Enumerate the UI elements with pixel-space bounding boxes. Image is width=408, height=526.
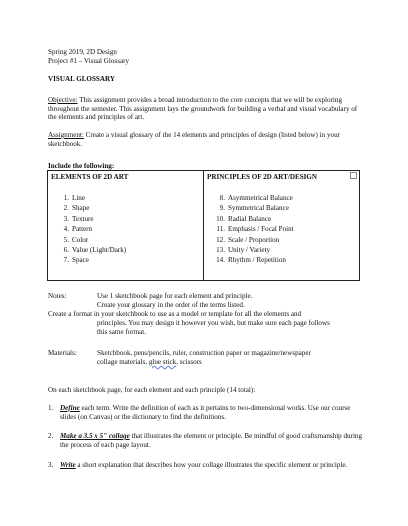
step-lead: Make a 3.5 x 5" collage	[60, 432, 130, 440]
item-number: 9.	[219, 204, 225, 213]
elements-item	[48, 194, 203, 204]
step-text: each term. Write the definition of each as it pertains to two-dimensional works. Use our course slides (on Canvas) or the dictionary to find the definitions.	[60, 404, 351, 421]
item-label: Space	[72, 256, 89, 265]
objective-label: Objective:	[48, 96, 78, 104]
principles-item	[204, 225, 359, 235]
elements-item	[48, 215, 203, 225]
item-label: Value (Light/Dark)	[72, 245, 127, 254]
notes-line-3: Create a format in your sketchbook to use as a model or template for all the elements and	[48, 310, 302, 318]
item-label: Shape	[72, 204, 90, 213]
project-line: Project #1 – Visual Glossary	[48, 57, 130, 65]
item-label: Color	[72, 235, 89, 244]
principles-column	[204, 171, 360, 281]
elements-item	[48, 246, 203, 256]
item-number: 8.	[219, 194, 225, 202]
item-number: 14.	[216, 256, 225, 265]
step-text: that illustrates the element or principle. Be mindful of good craftsmanship during the process of each page layout.	[60, 432, 363, 449]
principles-item	[204, 204, 359, 214]
principles-heading: PRINCIPLES OF 2D ART/DESIGN	[207, 173, 318, 181]
notes-line-5: this same format.	[97, 328, 147, 336]
step-lead: Define	[60, 404, 80, 412]
notes-line-1: Use 1 sketchbook page for each element and principle.	[97, 292, 253, 300]
item-label: Line	[72, 194, 85, 202]
course-line: Spring 2019, 2D Design	[48, 48, 117, 56]
item-number: 5.	[63, 235, 69, 244]
item-label: Radial Balance	[228, 214, 272, 223]
assignment-label: Assignment:	[48, 131, 84, 139]
materials-line-1: Sketchbook, pens/pencils, ruler, construction paper or magazine/newspaper	[97, 349, 311, 357]
terms-table	[47, 170, 360, 281]
principles-item	[204, 236, 359, 246]
item-number: 13.	[216, 245, 225, 254]
principles-item	[204, 215, 359, 225]
item-number: 10.	[216, 214, 225, 223]
step-item	[48, 432, 365, 449]
assignment-text: Create a visual glossary of the 14 elements and principles of design (listed below) in your sketchbook.	[48, 131, 340, 148]
item-number: 11.	[216, 225, 225, 234]
objective-text: This assignment provides a broad introduction to the core concepts that we will be exploring throughout the semester. This assignment lays the groundwork for building a verbal and visual vocabulary of the elements and principles of art.	[48, 96, 358, 122]
assignment-paragraph	[48, 131, 362, 148]
step-item	[48, 461, 365, 470]
notes-line-4: principles. You may design it however you wish, but make sure each page follows	[97, 319, 330, 327]
step-number: 1.	[48, 404, 54, 412]
include-heading: Include the following:	[48, 162, 115, 170]
principles-item	[204, 194, 359, 204]
elements-item	[48, 225, 203, 235]
item-number: 1.	[63, 194, 69, 202]
elements-item	[48, 236, 203, 246]
elements-list	[48, 194, 203, 267]
item-label: Scale / Proportion	[228, 235, 280, 244]
principles-item	[204, 246, 359, 256]
item-number: 12.	[216, 235, 225, 244]
item-number: 4.	[63, 225, 69, 234]
principles-list	[204, 194, 359, 267]
notes-line-2: Create your glossary in the order of the terms listed.	[97, 301, 245, 309]
item-label: Emphasis / Focal Point	[228, 225, 294, 234]
principles-item	[204, 256, 359, 266]
item-number: 2.	[63, 204, 69, 213]
notes-label: Notes:	[48, 292, 67, 300]
instructions-intro: On each sketchbook page, for each element and each principle (14 total):	[48, 386, 256, 394]
materials-line-2-start: collage materials,	[97, 358, 149, 366]
item-label: Pattern	[72, 225, 93, 234]
materials-label: Materials:	[48, 349, 77, 357]
item-number: 6.	[63, 245, 69, 254]
step-text: a short explanation that describes how your collage illustrates the specific element or principle.	[75, 461, 348, 469]
item-number: 7.	[63, 256, 69, 265]
item-label: Unity / Variety	[228, 245, 271, 254]
objective-paragraph	[48, 96, 362, 122]
step-item	[48, 404, 365, 421]
item-label: Texture	[72, 214, 94, 223]
step-lead: Write	[60, 461, 76, 469]
materials-glue-stick: glue stick	[148, 358, 177, 366]
document-title: VISUAL GLOSSARY	[48, 75, 115, 83]
elements-heading: ELEMENTS OF 2D ART	[51, 173, 129, 181]
item-label: Rhythm / Repetition	[228, 256, 286, 265]
elements-item	[48, 204, 203, 214]
item-label: Asymmetrical Balance	[228, 194, 293, 202]
elements-item	[48, 256, 203, 266]
item-label: Symmetrical Balance	[228, 204, 289, 213]
table-resize-handle-icon	[350, 172, 357, 179]
elements-column	[48, 171, 204, 281]
materials-line-2	[97, 358, 202, 367]
step-number: 2.	[48, 432, 54, 440]
materials-line-2-end: , scissors	[176, 358, 202, 366]
item-number: 3.	[63, 214, 69, 223]
step-number: 3.	[48, 461, 54, 469]
